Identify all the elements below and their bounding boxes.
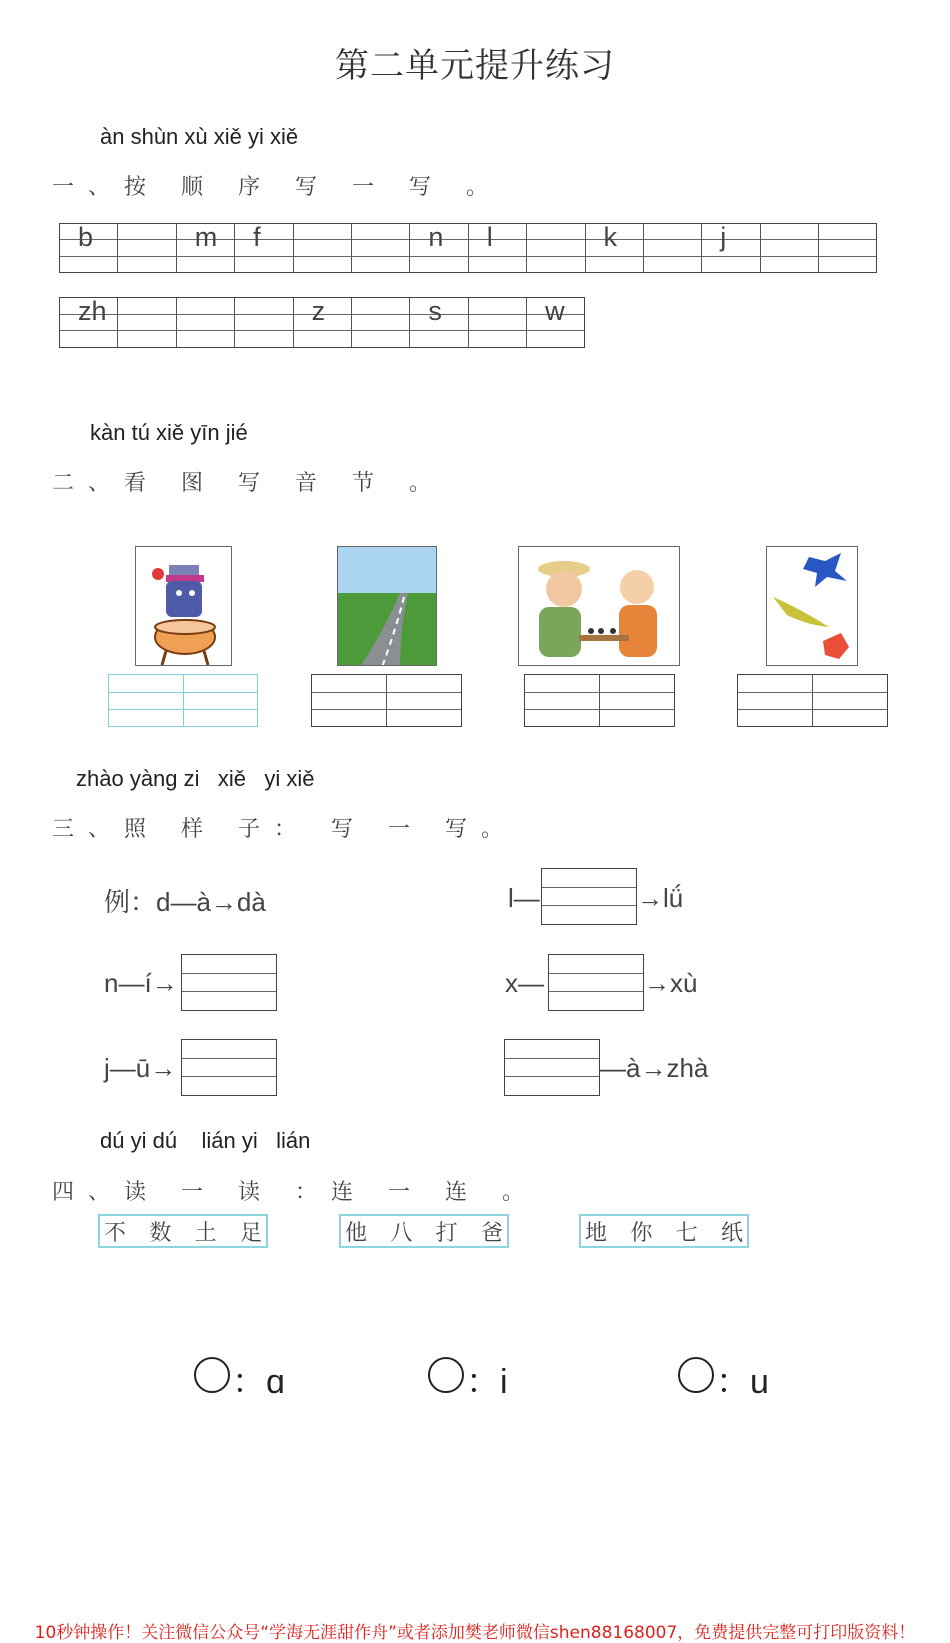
pinyin-grid-row1[interactable] [59,223,877,273]
character: 足 [239,1220,262,1246]
character: 七 [675,1220,698,1246]
vowel-i: ：i [466,1363,508,1401]
answer-circle-a[interactable] [194,1357,230,1393]
answer-box-l[interactable] [541,868,637,925]
item-n-i: n—í→ [104,968,178,998]
grid-cell[interactable] [819,224,877,272]
grid-cell[interactable] [761,224,819,272]
answer-box-zh[interactable] [504,1039,600,1096]
grid-cell[interactable] [527,224,585,272]
section2-pinyin: kàn tú xiě yīn jié [90,420,248,445]
item-l-left: l— [508,883,540,913]
word-group-1[interactable] [98,1214,268,1248]
character: 爸 [480,1220,503,1246]
character: 不 [104,1220,127,1246]
answer-grid-2[interactable] [311,674,462,727]
grid-cell[interactable]: z [294,298,352,347]
grid-cell[interactable]: zh [60,298,118,347]
grid-cell[interactable]: k [586,224,644,272]
answer-grid-1[interactable] [108,674,258,727]
item-x-right: →xù [644,968,698,998]
section4-heading: 四、读 一 读 ：连 一 连 。 [52,1180,538,1205]
grid-cell[interactable] [118,224,176,272]
chess-players-icon [518,546,680,666]
grid-cell[interactable]: m [177,224,235,272]
paper-animals-icon [766,546,858,666]
grid-cell[interactable] [235,298,293,347]
answer-box-j-u[interactable] [181,1039,277,1096]
character: 打 [435,1220,458,1246]
example-line [104,882,266,919]
page-title: 第二单元提升练习 [335,46,615,86]
example-text: d—à→dà [156,887,266,917]
grid-cell[interactable] [352,298,410,347]
footer-notice: 10秒钟操作！关注微信公众号“学海无涯甜作舟”或者添加樊老师微信shen88168007，免费提供完整可打印版资料！ [34,1623,916,1643]
item-zh-right: —à→zhà [600,1053,709,1083]
grid-cell[interactable] [177,298,235,347]
item-l-right: →lǘ [637,883,684,913]
answer-grid-3[interactable] [524,674,675,727]
character: 地 [585,1220,608,1246]
section2-heading: 二、看 图 写 音 节 。 [52,471,445,496]
character: 纸 [720,1220,743,1246]
word-group-3[interactable] [579,1214,749,1248]
answer-box-x[interactable] [548,954,644,1011]
vowel-u: ：u [716,1363,769,1401]
grid-cell[interactable] [469,298,527,347]
answer-circle-i[interactable] [428,1357,464,1393]
grid-cell[interactable]: b [60,224,118,272]
character: 八 [390,1220,413,1246]
answer-grid-4[interactable] [737,674,888,727]
grid-cell[interactable] [294,224,352,272]
grid-cell[interactable]: n [410,224,468,272]
grid-cell[interactable]: j [702,224,760,272]
drum-person-icon [135,546,232,666]
word-group-2[interactable] [339,1214,509,1248]
character: 你 [630,1220,653,1246]
answer-box-n-i[interactable] [181,954,277,1011]
section1-pinyin: àn shùn xù xiě yi xiě [100,124,299,149]
section3-heading: 三、照 样 子： 写 一 写。 [52,817,517,842]
grid-cell[interactable] [352,224,410,272]
section4-pinyin: dú yi dú lián yi lián [100,1128,311,1153]
pinyin-grid-row2[interactable] [59,297,585,348]
item-x-left: x— [505,968,544,998]
grid-cell[interactable]: s [410,298,468,347]
character: 数 [149,1220,172,1246]
grid-cell[interactable] [118,298,176,347]
section3-pinyin: zhào yàng zi xiě yi xiě [76,766,315,791]
grid-cell[interactable]: w [545,296,565,326]
grid-cell[interactable]: f [235,224,293,272]
item-j-u: j—ū→ [104,1053,177,1083]
road-icon [337,546,437,666]
character: 他 [345,1220,368,1246]
grid-cell[interactable] [644,224,702,272]
example-label: 例： [104,888,157,918]
answer-circle-u[interactable] [678,1357,714,1393]
vowel-a: ：ɑ [232,1363,285,1401]
grid-cell[interactable]: l [469,224,527,272]
section1-heading: 一、按 顺 序 写 一 写 。 [52,175,502,200]
character: 土 [194,1220,217,1246]
